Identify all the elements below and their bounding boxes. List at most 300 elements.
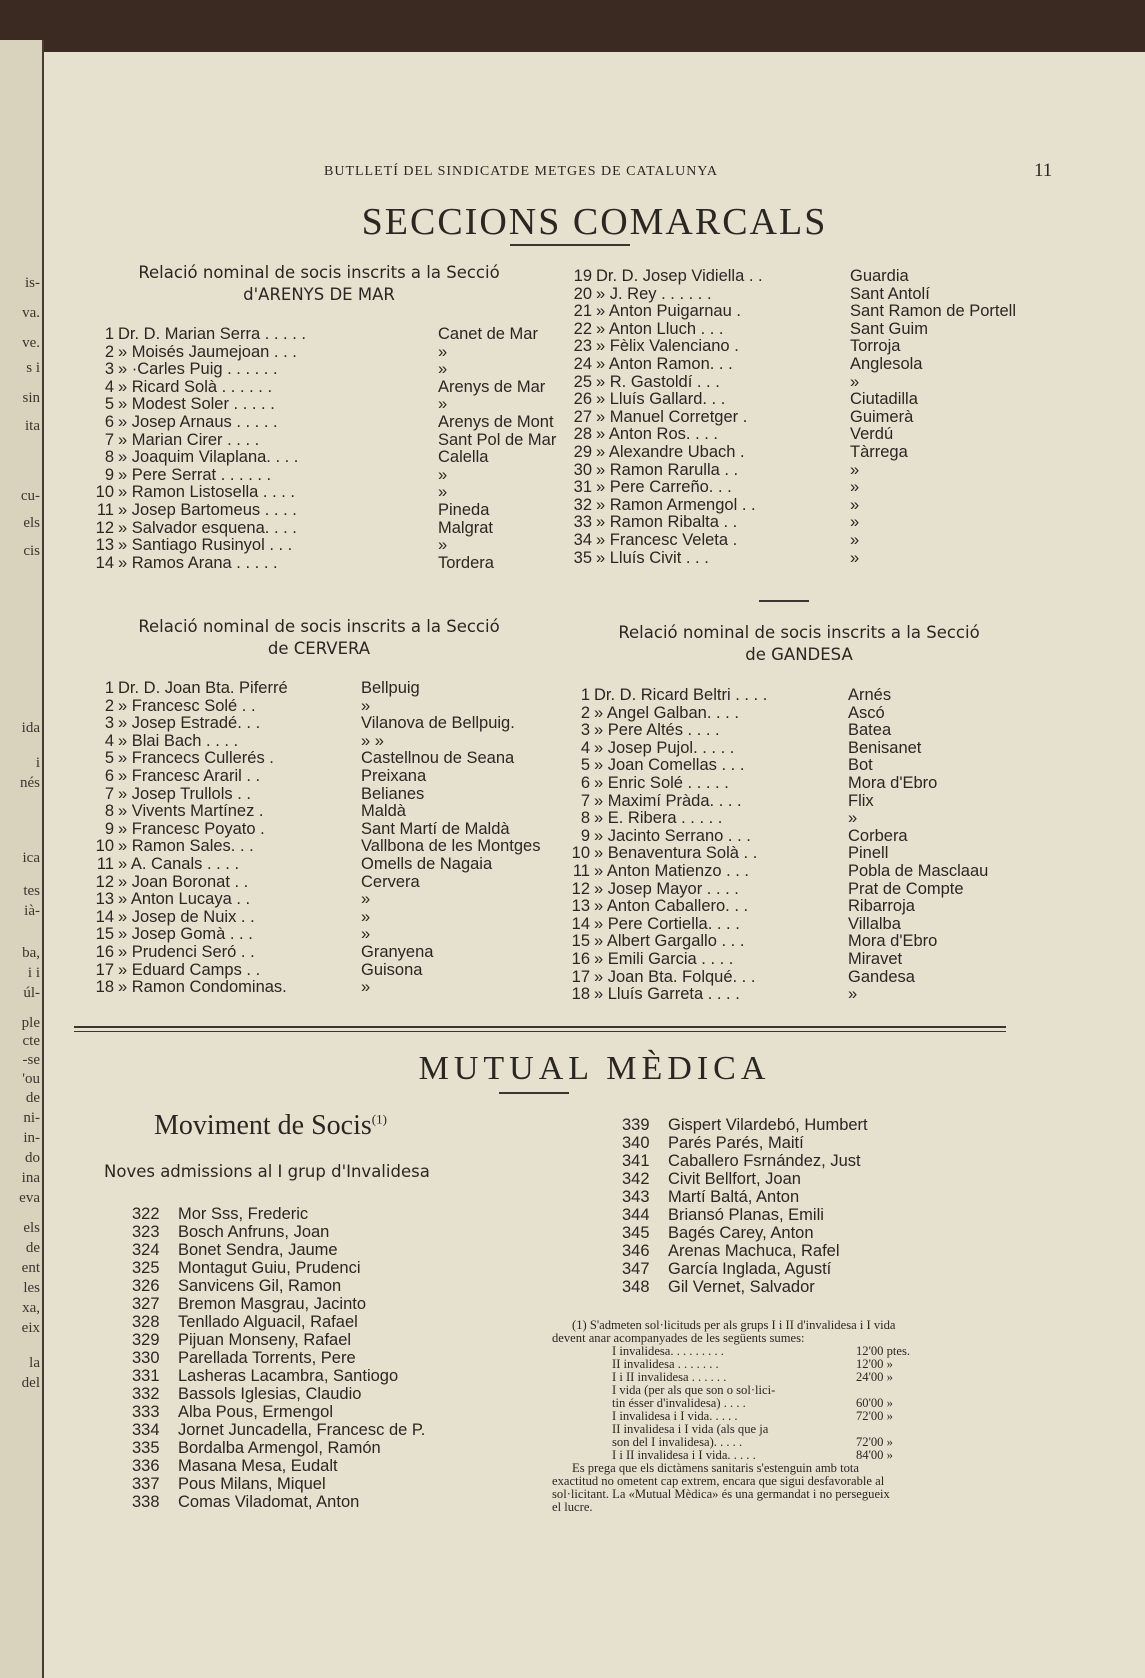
- list-item-number: 6: [104, 412, 114, 431]
- list-item-number: 5: [580, 756, 590, 775]
- list-item-number: 9: [104, 819, 114, 838]
- list-item-place: Omells de Nagaia: [361, 854, 493, 873]
- list-item-place: Sant Martí de Maldà: [361, 819, 510, 838]
- list-item-number: 7: [580, 791, 590, 810]
- admission-number: 344: [622, 1206, 650, 1224]
- footnote-fees: [612, 1345, 942, 1462]
- admission-item: [132, 1278, 552, 1296]
- cervera-heading-line2: de CERVERA: [267, 639, 371, 658]
- list-item-name: » Josep Mayor . . . .: [594, 880, 739, 898]
- list-item-name: » Ramon Sales. . .: [118, 838, 254, 856]
- footnote-mark: (1): [371, 1111, 387, 1127]
- title-underline: [510, 244, 630, 246]
- list-item-number: 10: [95, 483, 114, 502]
- list-item: [558, 793, 1118, 811]
- footnote-closing3: sol·licitant. La «Mutual Mèdica» és una germandat i no persegueix: [552, 1487, 890, 1501]
- list-item-name: » A. Canals . . . .: [118, 855, 240, 873]
- list-item: [558, 845, 1118, 863]
- fee-label: I i II invalidesa i I vida. . . . .: [612, 1448, 756, 1462]
- admission-number: 324: [132, 1241, 160, 1259]
- list-item-name: » Francesc Solé . .: [118, 697, 256, 715]
- admission-item: [622, 1171, 1042, 1189]
- list-item-name: » Ramon Ribalta . .: [596, 514, 738, 532]
- list-item: [86, 926, 556, 944]
- list-item-name: » Joaquim Vilaplana. . . .: [118, 449, 299, 467]
- admission-name: Bremon Masgrau, Jacinto: [178, 1295, 367, 1313]
- admission-item: [622, 1279, 1042, 1297]
- list-item: [86, 944, 556, 962]
- list-item-number: 13: [571, 897, 590, 916]
- list-item-name: » Modest Soler . . . . .: [118, 396, 275, 414]
- footnote-intro1: (1) S'admeten sol·licituds per als grups I i II d'invalidesa i I vida: [572, 1318, 896, 1332]
- mutual-double-rule-top: [74, 1026, 1006, 1028]
- list-item: [86, 396, 556, 414]
- list-item-name: » Ramon Rarulla . .: [596, 461, 739, 479]
- list-item-number: 1: [580, 686, 590, 704]
- left-page-fragment: -se: [22, 1052, 40, 1068]
- fee-amount: 24'00 »: [856, 1370, 893, 1384]
- list-item: [558, 951, 1118, 969]
- left-page-fragment: de: [25, 1240, 40, 1256]
- list-item-place: Maldà: [361, 802, 406, 821]
- fee-label: II invalidesa . . . . . . .: [612, 1357, 719, 1371]
- admission-number: 335: [132, 1439, 160, 1457]
- list-item-place: »: [361, 890, 371, 909]
- list-item-name: » Pere Serrat . . . . . .: [118, 466, 272, 484]
- list-item-place: Arenys de Mar: [438, 377, 546, 396]
- list-item: [560, 497, 1120, 515]
- admission-number: 329: [132, 1331, 160, 1349]
- list-item-number: 4: [104, 731, 114, 750]
- list-item-number: 7: [104, 430, 114, 449]
- list-item: [560, 479, 1120, 497]
- list-item: [560, 374, 1120, 392]
- admission-item: [622, 1207, 1042, 1225]
- admission-item: [622, 1225, 1042, 1243]
- admission-item: [132, 1224, 552, 1242]
- list-item-number: 2: [104, 342, 114, 361]
- list-item-place: » »: [361, 731, 384, 750]
- left-page-fragment: eva: [19, 1190, 40, 1206]
- list-item: [558, 740, 1118, 758]
- fee-amount: 60'00 »: [856, 1396, 893, 1410]
- list-item: [86, 361, 556, 379]
- admission-name: Bassols Iglesias, Claudio: [178, 1385, 362, 1403]
- list-item-place: »: [438, 483, 448, 502]
- list-item-name: » Pere Cortiella. . . .: [594, 915, 740, 933]
- list-item-name: Dr. D. Ricard Beltri . . . .: [594, 687, 768, 704]
- list-item-name: » Moisés Jaumejoan . . .: [118, 343, 297, 361]
- footnote-closing4: el lucre.: [552, 1500, 593, 1514]
- list-item-number: 19: [573, 267, 592, 285]
- gandesa-heading-line2: de GANDESA: [745, 645, 853, 664]
- admission-name: Sanvicens Gil, Ramon: [178, 1277, 342, 1295]
- left-page-fragment: xa,: [22, 1300, 40, 1316]
- admission-number: 331: [132, 1367, 160, 1385]
- list-item-number: 10: [571, 844, 590, 863]
- list-item: [560, 286, 1120, 304]
- gandesa-list: [558, 687, 1118, 1004]
- admission-item: [132, 1314, 552, 1332]
- list-item-number: 6: [104, 766, 114, 785]
- list-item-name: » Joan Bta. Folqué. . .: [594, 968, 756, 986]
- admission-number: 342: [622, 1170, 650, 1188]
- list-item-place: Sant Antolí: [850, 284, 930, 303]
- cervera-heading: [84, 616, 554, 660]
- list-item-place: »: [438, 536, 448, 555]
- arenys-heading-line1: Relació nominal de socis inscrits a la Secció: [138, 263, 500, 282]
- list-item-number: 9: [580, 826, 590, 845]
- mutual-underline: [499, 1092, 569, 1094]
- left-page-fragment: la: [29, 1355, 40, 1371]
- admission-item: [132, 1476, 552, 1494]
- list-item-number: 24: [573, 354, 592, 373]
- list-item-place: »: [438, 360, 448, 379]
- admission-number: 340: [622, 1134, 650, 1152]
- admission-name: Masana Mesa, Eudalt: [178, 1457, 338, 1475]
- list-item-place: Guimerà: [850, 407, 914, 426]
- admission-number: 336: [132, 1457, 160, 1475]
- list-item: [86, 856, 556, 874]
- list-item-name: » Josep Arnaus . . . . .: [118, 413, 278, 431]
- list-item-place: Sant Ramon de Portell: [850, 302, 1017, 321]
- admission-number: 345: [622, 1224, 650, 1242]
- admission-name: Bordalba Armengol, Ramón: [178, 1439, 381, 1457]
- fee-amount: 12'00 ptes.: [856, 1344, 911, 1358]
- list-item-name: » Benaventura Solà . .: [594, 845, 758, 863]
- list-item-name: » Fèlix Valenciano .: [596, 338, 739, 356]
- left-page-fragment: ina: [21, 1170, 40, 1186]
- list-item-place: Sant Pol de Mar: [438, 430, 557, 449]
- list-item-number: 2: [580, 703, 590, 722]
- list-item-name: » Pere Altés . . . .: [594, 722, 720, 740]
- list-item-name: » Josep Trullols . .: [118, 785, 251, 803]
- list-item-number: 5: [104, 395, 114, 414]
- gandesa-heading: [564, 622, 1034, 666]
- list-item: [86, 750, 556, 768]
- list-item-name: » Salvador esquena. . . .: [118, 519, 297, 537]
- list-item-number: 8: [580, 809, 590, 828]
- list-item: [558, 881, 1118, 899]
- admission-number: 333: [132, 1403, 160, 1421]
- fee-amount: 72'00 »: [856, 1435, 893, 1449]
- list-item-place: Flix: [848, 791, 874, 810]
- list-item: [560, 462, 1120, 480]
- list-item-name: » J. Rey . . . . . .: [596, 285, 712, 303]
- list-item-name: Dr. D. Joan Bta. Piferré: [118, 680, 288, 697]
- list-item-name: » Anton Puigarnau .: [596, 303, 741, 321]
- list-item-name: » Blai Bach . . . .: [118, 732, 239, 750]
- list-item-place: Bot: [848, 756, 873, 775]
- list-item-name: » Eduard Camps . .: [118, 961, 261, 979]
- list-item-name: » Francesc Araril . .: [118, 767, 261, 785]
- list-item-name: » Francecs Cullerés .: [118, 750, 274, 768]
- list-item-number: 5: [104, 749, 114, 768]
- arenys-cont-list: [560, 268, 1120, 567]
- list-item-number: 1: [104, 679, 114, 697]
- admission-item: [132, 1368, 552, 1386]
- admission-number: 332: [132, 1385, 160, 1403]
- admission-item: [132, 1296, 552, 1314]
- admission-name: Pijuan Monseny, Rafael: [178, 1331, 352, 1349]
- list-item: [86, 838, 556, 856]
- list-item: [86, 555, 556, 573]
- list-item-number: 17: [571, 967, 590, 986]
- list-item-name: » Joan Boronat . .: [118, 873, 249, 891]
- admission-number: 339: [622, 1116, 650, 1134]
- list-item-number: 8: [104, 448, 114, 467]
- list-item: [560, 268, 1120, 286]
- admission-number: 328: [132, 1313, 160, 1331]
- list-item-number: 8: [104, 802, 114, 821]
- list-item: [560, 391, 1120, 409]
- list-item-place: Tordera: [438, 553, 494, 572]
- list-item-name: » Ramon Listosella . . . .: [118, 484, 295, 502]
- list-item-place: Mora d'Ebro: [848, 773, 938, 792]
- list-item-place: Belianes: [361, 784, 425, 803]
- left-page-fragment: nés: [20, 775, 40, 791]
- list-item-place: »: [438, 395, 448, 414]
- list-item-name: Dr. D. Marian Serra . . . . .: [118, 326, 306, 343]
- left-page-fragment: les: [23, 1280, 40, 1296]
- list-item: [558, 986, 1118, 1004]
- admission-item: [132, 1206, 552, 1224]
- list-item: [560, 321, 1120, 339]
- left-page-edge: [0, 40, 44, 1678]
- list-item-name: » Anton Lucaya . .: [118, 891, 251, 909]
- admission-number: 327: [132, 1295, 160, 1313]
- list-item-name: » Josep Bartomeus . . . .: [118, 501, 297, 519]
- list-item-place: Granyena: [361, 942, 434, 961]
- list-item-name: » E. Ribera . . . . .: [594, 810, 723, 828]
- list-item-place: Mora d'Ebro: [848, 932, 938, 951]
- list-item-name: » Pere Carreño. . .: [596, 479, 732, 497]
- admission-item: [132, 1332, 552, 1350]
- list-item-place: »: [850, 372, 860, 391]
- list-item-number: 22: [573, 319, 592, 338]
- list-item-number: 31: [573, 478, 592, 497]
- gandesa-heading-line1: Relació nominal de socis inscrits a la Secció: [618, 623, 980, 642]
- admission-item: [622, 1135, 1042, 1153]
- list-item-number: 13: [95, 536, 114, 555]
- list-item-number: 6: [580, 773, 590, 792]
- list-item: [560, 356, 1120, 374]
- list-item-place: Villalba: [848, 914, 901, 933]
- list-item-place: Ribarroja: [848, 897, 915, 916]
- list-item: [86, 962, 556, 980]
- left-page-fragment: sin: [22, 390, 40, 406]
- list-item-number: 27: [573, 407, 592, 426]
- admission-number: 334: [132, 1421, 160, 1439]
- list-item-place: »: [438, 342, 448, 361]
- list-item-number: 14: [571, 914, 590, 933]
- footnote-intro2: devent anar acompanyades de les següents sumes:: [552, 1331, 805, 1345]
- list-item-number: 11: [96, 500, 114, 519]
- list-item-place: Pinell: [848, 844, 889, 863]
- admission-number: 341: [622, 1152, 650, 1170]
- list-item-number: 32: [573, 495, 592, 514]
- list-item-place: Arenys de Mont: [438, 412, 554, 431]
- admission-name: Alba Pous, Ermengol: [178, 1403, 334, 1421]
- list-item-number: 16: [571, 949, 590, 968]
- admission-name: Caballero Fsrnández, Just: [668, 1152, 861, 1170]
- list-item: [86, 680, 556, 698]
- list-item-place: Tàrrega: [850, 442, 908, 461]
- list-item-place: Anglesola: [850, 354, 923, 373]
- list-item: [86, 979, 556, 997]
- list-item-name: » Vivents Martínez .: [118, 803, 264, 821]
- admission-item: [132, 1242, 552, 1260]
- list-item: [560, 514, 1120, 532]
- list-item: [86, 379, 556, 397]
- list-item-number: 4: [104, 377, 114, 396]
- list-item-name: Dr. D. Josep Vidiella . .: [596, 268, 763, 285]
- moviment-title-text: Moviment de Socis: [154, 1110, 372, 1141]
- fee-label: II invalidesa i I vida (als que ja: [612, 1422, 769, 1436]
- section-title: SECCIONS COMARCALS: [361, 201, 828, 243]
- list-item-place: Ascó: [848, 703, 885, 722]
- list-item-place: Canet de Mar: [438, 325, 538, 343]
- admission-number: 348: [622, 1278, 650, 1296]
- admission-name: Briansó Planas, Emili: [668, 1206, 824, 1224]
- admission-name: Parés Parés, Maití: [668, 1134, 804, 1152]
- admission-name: Gispert Vilardebó, Humbert: [668, 1116, 868, 1134]
- list-item-number: 21: [573, 302, 592, 321]
- noves-heading: Noves admissions al I grup d'Invalidesa: [104, 1162, 430, 1181]
- admission-name: Montagut Guiu, Prudenci: [178, 1259, 361, 1277]
- page: [44, 52, 1145, 1678]
- left-page-fragment: ve.: [22, 335, 40, 351]
- list-item: [558, 933, 1118, 951]
- list-item-place: »: [850, 530, 860, 549]
- list-item-place: »: [361, 696, 371, 715]
- list-item-number: 11: [96, 854, 114, 873]
- admission-item: [132, 1350, 552, 1368]
- list-item-number: 30: [573, 460, 592, 479]
- list-item: [86, 467, 556, 485]
- list-item-place: Vilanova de Bellpuig.: [361, 714, 515, 733]
- list-item-name: » Maximí Pràda. . . .: [594, 792, 742, 810]
- left-page-fragment: ida: [21, 720, 40, 736]
- list-item-number: 29: [573, 442, 592, 461]
- list-item: [86, 484, 556, 502]
- list-item-number: 25: [573, 372, 592, 391]
- list-item: [86, 891, 556, 909]
- list-item-name: » Jacinto Serrano . . .: [594, 827, 751, 845]
- fee-amount: 12'00 »: [856, 1357, 893, 1371]
- admission-item: [132, 1260, 552, 1278]
- list-item-name: » R. Gastoldí . . .: [596, 373, 720, 391]
- admission-name: Martí Baltá, Anton: [668, 1188, 800, 1206]
- list-item-number: 28: [573, 425, 592, 444]
- admission-name: Civit Bellfort, Joan: [668, 1170, 801, 1188]
- left-page-fragment: cte: [22, 1033, 40, 1049]
- list-item-place: »: [850, 460, 860, 479]
- list-item-number: 12: [95, 872, 114, 891]
- left-page-fragment: va.: [22, 305, 40, 321]
- fee-row: [612, 1449, 942, 1462]
- list-item-place: »: [850, 495, 860, 514]
- left-page-fragment: eix: [21, 1320, 40, 1336]
- list-item-name: » Albert Gargallo . . .: [594, 933, 745, 951]
- list-item-name: » Marian Cirer . . . .: [118, 431, 260, 449]
- list-item-place: Miravet: [848, 949, 903, 968]
- list-item: [558, 705, 1118, 723]
- footnote: [552, 1319, 996, 1514]
- admission-name: Parellada Torrents, Pere: [178, 1349, 356, 1367]
- list-item: [558, 810, 1118, 828]
- left-page-fragment: de: [25, 1090, 40, 1106]
- left-page-fragment: cis: [23, 543, 40, 559]
- list-item-name: » Anton Ramon. . .: [596, 355, 733, 373]
- list-item-name: » Enric Solé . . . . .: [594, 774, 729, 792]
- page-number: 11: [1034, 160, 1053, 181]
- admission-name: Arenas Machuca, Rafel: [668, 1242, 840, 1260]
- list-item-place: »: [848, 809, 858, 828]
- list-item: [86, 768, 556, 786]
- list-item-place: Pineda: [438, 500, 490, 519]
- admission-number: 322: [132, 1205, 160, 1223]
- list-item-place: Gandesa: [848, 967, 915, 986]
- list-item-number: 14: [95, 553, 114, 572]
- list-item-number: 20: [573, 284, 592, 303]
- admission-name: Pous Milans, Miquel: [178, 1475, 326, 1493]
- list-item: [560, 338, 1120, 356]
- fee-label: I i II invalidesa . . . . . .: [612, 1370, 727, 1384]
- list-item: [560, 409, 1120, 427]
- admission-name: Mor Sss, Frederic: [178, 1205, 309, 1223]
- mutual-double-rule-bottom: [74, 1031, 1006, 1032]
- list-item: [558, 898, 1118, 916]
- left-page-fragment: in-: [23, 1130, 40, 1146]
- list-item: [86, 909, 556, 927]
- list-item-number: 14: [95, 907, 114, 926]
- list-item-name: » Ricard Solà . . . . . .: [118, 378, 273, 396]
- list-item-name: » Anton Matienzo . . .: [594, 862, 750, 880]
- admission-item: [622, 1117, 1042, 1135]
- cervera-list: [86, 680, 556, 997]
- left-page-fragment: els: [23, 1220, 40, 1236]
- list-item-place: »: [850, 478, 860, 497]
- list-item-number: 3: [580, 721, 590, 740]
- list-item-name: » Manuel Corretger .: [596, 408, 748, 426]
- list-item-name: » Joan Comellas . . .: [594, 757, 745, 775]
- list-item: [86, 502, 556, 520]
- left-page-fragment: s i: [26, 360, 40, 376]
- list-item-place: Sant Guim: [850, 319, 928, 338]
- admission-item: [622, 1189, 1042, 1207]
- list-item-place: Arnés: [848, 686, 892, 704]
- admissions-left: [132, 1206, 552, 1512]
- arenys-end-rule: [759, 600, 809, 602]
- list-item-name: » Lluís Gallard. . .: [596, 391, 726, 409]
- list-item-number: 3: [104, 360, 114, 379]
- admission-item: [132, 1458, 552, 1476]
- admission-item: [622, 1243, 1042, 1261]
- admission-name: Bonet Sendra, Jaume: [178, 1241, 338, 1259]
- list-item-name: » Emili Garcia . . . .: [594, 950, 734, 968]
- left-page-fragment: ià-: [24, 903, 40, 919]
- list-item: [86, 803, 556, 821]
- list-item-place: Ciutadilla: [850, 390, 918, 409]
- list-item-number: 13: [95, 890, 114, 909]
- list-item-number: 15: [95, 925, 114, 944]
- list-item-name: » Anton Caballero. . .: [594, 898, 749, 916]
- left-page-fragment: ica: [22, 850, 40, 866]
- list-item-number: 4: [580, 738, 590, 757]
- list-item-name: » Ramon Armengol . .: [596, 496, 756, 514]
- admission-name: Bagés Carey, Anton: [668, 1224, 814, 1242]
